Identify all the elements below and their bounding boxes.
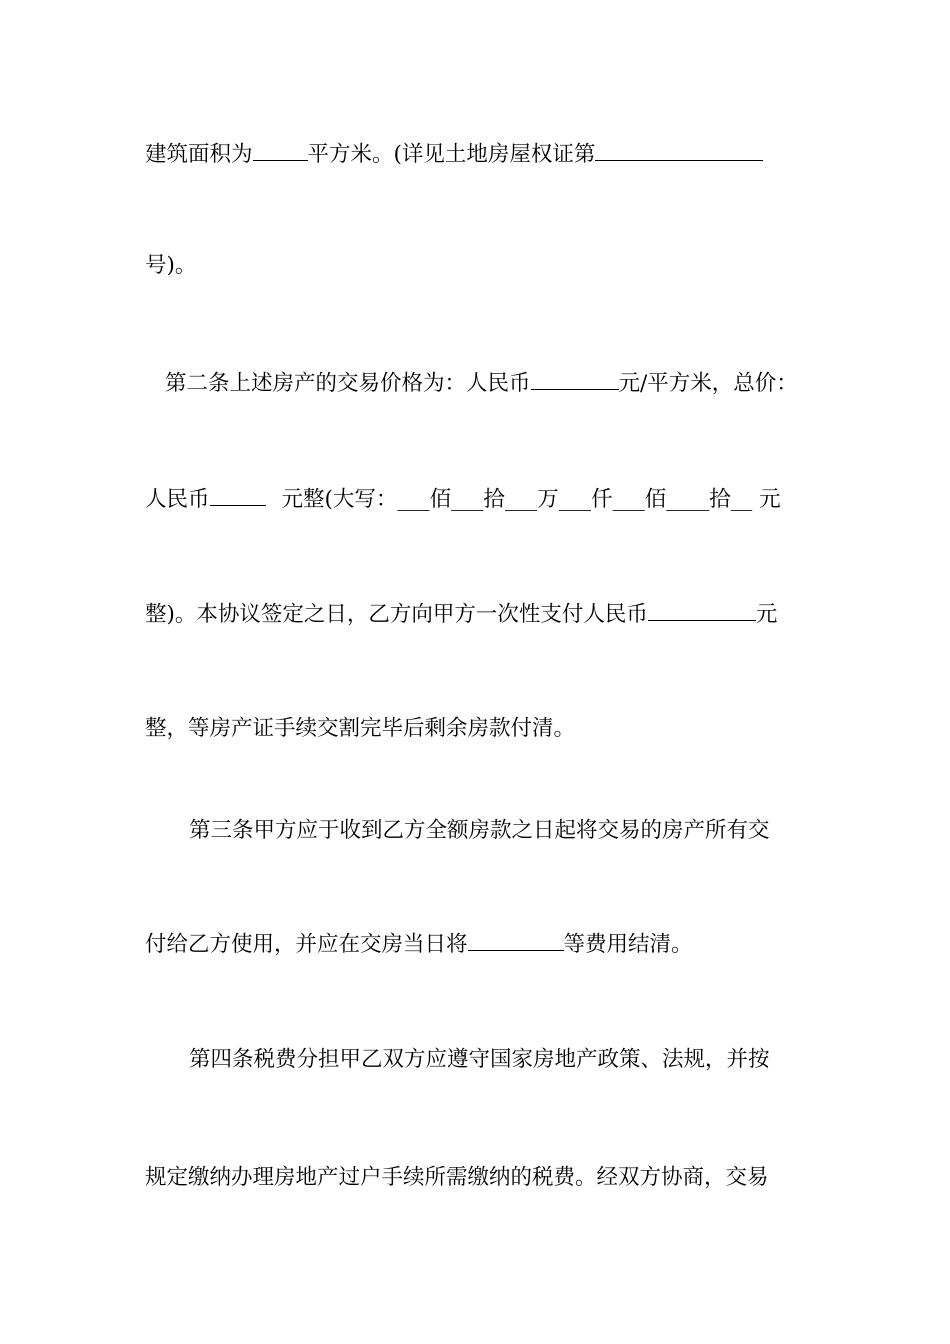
line-text: 整，等房产证手续交割完毕后剩余房款付清。: [145, 716, 576, 741]
paragraph-line-10: [145, 1163, 815, 1193]
paragraph-line-4: [145, 483, 815, 515]
line-text: 付给乙方使用，并应在交房当日将: [145, 932, 468, 957]
paragraph-line-7: [189, 816, 859, 846]
line-text: 号)。: [145, 253, 197, 278]
line-text: 元整(大写：: [281, 487, 398, 512]
paragraph-line-8: [145, 928, 815, 960]
line-text: 人民币: [145, 487, 210, 512]
amount-part: ____拾: [666, 487, 731, 512]
paragraph-line-3: [165, 367, 835, 399]
line-text: 第二条上述房产的交易价格为：人民币: [165, 371, 531, 396]
line-text: 整)。本协议签定之日，乙方向甲方一次性支付人民币: [145, 602, 648, 627]
paragraph-line-6: [145, 714, 815, 744]
line-text: 平方米。(详见土地房屋权证第: [307, 142, 596, 167]
amount-part: ___万: [504, 487, 559, 512]
amount-part: ___仟: [558, 487, 613, 512]
amount-part: ___拾: [451, 487, 505, 512]
line-text: 建筑面积为: [145, 142, 253, 167]
total-price-blank: [210, 483, 266, 506]
unit-price-blank: [531, 367, 619, 390]
line-text: 规定缴纳办理房地产过户手续所需缴纳的税费。经双方协商，交易: [145, 1165, 769, 1190]
line-text: 元/平方米，总价：: [618, 371, 798, 396]
amount-part: ___佰: [612, 487, 667, 512]
paragraph-line-5: [145, 598, 815, 630]
paragraph-line-9: [189, 1045, 859, 1075]
area-blank: [253, 138, 308, 161]
amount-part: __ 元: [730, 487, 781, 512]
amount-part: ___佰: [397, 487, 452, 512]
paragraph-line-2: [145, 251, 815, 281]
line-text: 第四条税费分担甲乙双方应遵守国家房地产政策、法规，并按: [189, 1047, 770, 1072]
down-payment-blank: [648, 598, 756, 621]
line-text: 等费用结清。: [563, 932, 693, 957]
line-text: 第三条甲方应于收到乙方全额房款之日起将交易的房产所有交: [189, 818, 770, 843]
certificate-number-blank: [595, 138, 763, 161]
line-text: 元: [755, 602, 778, 627]
paragraph-line-1: [145, 138, 815, 170]
fees-blank: [468, 928, 564, 951]
